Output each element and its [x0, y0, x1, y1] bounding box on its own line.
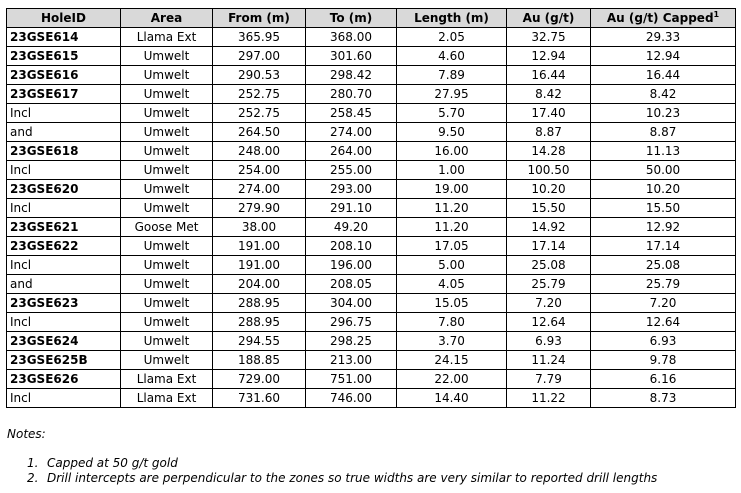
cell-from: 204.00 — [213, 275, 306, 294]
cell-area: Umwelt — [121, 142, 213, 161]
cell-holeid: Incl — [7, 104, 121, 123]
cell-area: Llama Ext — [121, 389, 213, 408]
cell-au: 11.22 — [507, 389, 591, 408]
cell-from: 365.95 — [213, 28, 306, 47]
cell-area: Umwelt — [121, 85, 213, 104]
cell-au-capped: 9.78 — [591, 351, 736, 370]
cell-length: 4.05 — [397, 275, 507, 294]
cell-au: 14.28 — [507, 142, 591, 161]
cell-au-capped: 29.33 — [591, 28, 736, 47]
cell-au-capped: 10.20 — [591, 180, 736, 199]
cell-area: Llama Ext — [121, 370, 213, 389]
table-row — [7, 85, 736, 104]
cell-from: 731.60 — [213, 389, 306, 408]
cell-from: 254.00 — [213, 161, 306, 180]
cell-au: 8.42 — [507, 85, 591, 104]
table-row — [7, 237, 736, 256]
cell-length: 17.05 — [397, 237, 507, 256]
cell-au: 7.20 — [507, 294, 591, 313]
cell-au-capped: 12.92 — [591, 218, 736, 237]
cell-au-capped: 7.20 — [591, 294, 736, 313]
cell-holeid: 23GSE620 — [7, 180, 121, 199]
cell-holeid: 23GSE625B — [7, 351, 121, 370]
cell-length: 16.00 — [397, 142, 507, 161]
cell-from: 264.50 — [213, 123, 306, 142]
cell-area: Umwelt — [121, 237, 213, 256]
cell-area: Umwelt — [121, 275, 213, 294]
cell-au: 25.79 — [507, 275, 591, 294]
cell-from: 248.00 — [213, 142, 306, 161]
cell-holeid: 23GSE626 — [7, 370, 121, 389]
cell-au-capped: 25.79 — [591, 275, 736, 294]
cell-from: 294.55 — [213, 332, 306, 351]
note-number: 1. — [27, 456, 39, 470]
cell-au-capped: 6.93 — [591, 332, 736, 351]
cell-holeid: 23GSE621 — [7, 218, 121, 237]
note-item — [27, 471, 657, 486]
cell-to: 298.25 — [306, 332, 397, 351]
cell-length: 11.20 — [397, 218, 507, 237]
col-header-area: Area — [121, 9, 213, 28]
table-row — [7, 218, 736, 237]
cell-holeid: 23GSE617 — [7, 85, 121, 104]
cell-to: 296.75 — [306, 313, 397, 332]
cell-from: 288.95 — [213, 294, 306, 313]
col-header-au: Au (g/t) — [507, 9, 591, 28]
drill-results-table — [6, 8, 736, 408]
cell-area: Llama Ext — [121, 28, 213, 47]
table-body — [7, 28, 736, 408]
cell-au-capped: 6.16 — [591, 370, 736, 389]
cell-from: 188.85 — [213, 351, 306, 370]
cell-from: 729.00 — [213, 370, 306, 389]
footnote-mark: 1 — [713, 10, 720, 19]
cell-area: Umwelt — [121, 294, 213, 313]
cell-au: 6.93 — [507, 332, 591, 351]
cell-to: 293.00 — [306, 180, 397, 199]
table-row — [7, 294, 736, 313]
table-row — [7, 313, 736, 332]
cell-au-capped: 10.23 — [591, 104, 736, 123]
cell-to: 255.00 — [306, 161, 397, 180]
cell-to: 196.00 — [306, 256, 397, 275]
cell-holeid: 23GSE614 — [7, 28, 121, 47]
cell-length: 7.89 — [397, 66, 507, 85]
cell-from: 279.90 — [213, 199, 306, 218]
cell-from: 274.00 — [213, 180, 306, 199]
cell-from: 290.53 — [213, 66, 306, 85]
cell-to: 751.00 — [306, 370, 397, 389]
cell-area: Umwelt — [121, 313, 213, 332]
table-row — [7, 199, 736, 218]
cell-to: 208.05 — [306, 275, 397, 294]
note-text: Capped at 50 g/t gold — [47, 456, 178, 470]
cell-holeid: and — [7, 123, 121, 142]
cell-area: Umwelt — [121, 180, 213, 199]
cell-length: 4.60 — [397, 47, 507, 66]
cell-au-capped: 12.64 — [591, 313, 736, 332]
cell-holeid: Incl — [7, 389, 121, 408]
cell-holeid: Incl — [7, 199, 121, 218]
cell-length: 11.20 — [397, 199, 507, 218]
cell-au-capped: 12.94 — [591, 47, 736, 66]
cell-au-capped: 15.50 — [591, 199, 736, 218]
table-row — [7, 104, 736, 123]
cell-au: 10.20 — [507, 180, 591, 199]
cell-au: 15.50 — [507, 199, 591, 218]
cell-area: Umwelt — [121, 332, 213, 351]
cell-au: 12.64 — [507, 313, 591, 332]
cell-to: 304.00 — [306, 294, 397, 313]
cell-area: Umwelt — [121, 66, 213, 85]
cell-area: Umwelt — [121, 47, 213, 66]
cell-from: 288.95 — [213, 313, 306, 332]
cell-to: 264.00 — [306, 142, 397, 161]
cell-from: 297.00 — [213, 47, 306, 66]
cell-length: 27.95 — [397, 85, 507, 104]
cell-au: 100.50 — [507, 161, 591, 180]
cell-holeid: Incl — [7, 161, 121, 180]
au-capped-label: Au (g/t) Capped — [606, 11, 714, 25]
cell-au-capped: 11.13 — [591, 142, 736, 161]
col-header-holeid: HoleID — [7, 9, 121, 28]
cell-au-capped: 8.73 — [591, 389, 736, 408]
cell-area: Umwelt — [121, 256, 213, 275]
cell-au: 14.92 — [507, 218, 591, 237]
cell-au-capped: 17.14 — [591, 237, 736, 256]
cell-area: Goose Met — [121, 218, 213, 237]
cell-from: 191.00 — [213, 237, 306, 256]
cell-au-capped: 50.00 — [591, 161, 736, 180]
cell-length: 3.70 — [397, 332, 507, 351]
cell-length: 24.15 — [397, 351, 507, 370]
cell-area: Umwelt — [121, 161, 213, 180]
notes-list — [27, 456, 657, 486]
cell-length: 9.50 — [397, 123, 507, 142]
table-row — [7, 47, 736, 66]
col-header-au-capped — [591, 9, 736, 28]
cell-from: 38.00 — [213, 218, 306, 237]
table-row — [7, 123, 736, 142]
cell-au: 16.44 — [507, 66, 591, 85]
notes-heading: Notes: — [7, 427, 46, 441]
col-header-from: From (m) — [213, 9, 306, 28]
cell-to: 298.42 — [306, 66, 397, 85]
cell-to: 258.45 — [306, 104, 397, 123]
cell-au: 17.40 — [507, 104, 591, 123]
table-row — [7, 275, 736, 294]
cell-area: Umwelt — [121, 123, 213, 142]
cell-holeid: and — [7, 275, 121, 294]
cell-length: 14.40 — [397, 389, 507, 408]
cell-to: 368.00 — [306, 28, 397, 47]
cell-au: 12.94 — [507, 47, 591, 66]
cell-length: 1.00 — [397, 161, 507, 180]
cell-length: 2.05 — [397, 28, 507, 47]
cell-to: 280.70 — [306, 85, 397, 104]
cell-area: Umwelt — [121, 199, 213, 218]
note-text: Drill intercepts are perpendicular to the zones so true widths are very similar to reported drill lengths — [47, 471, 658, 485]
cell-area: Umwelt — [121, 351, 213, 370]
note-number: 2. — [27, 471, 39, 485]
cell-to: 301.60 — [306, 47, 397, 66]
cell-holeid: Incl — [7, 313, 121, 332]
cell-holeid: Incl — [7, 256, 121, 275]
table-row — [7, 256, 736, 275]
col-header-length: Length (m) — [397, 9, 507, 28]
cell-holeid: 23GSE615 — [7, 47, 121, 66]
table-row — [7, 142, 736, 161]
cell-length: 19.00 — [397, 180, 507, 199]
table-row — [7, 180, 736, 199]
cell-length: 5.70 — [397, 104, 507, 123]
cell-to: 49.20 — [306, 218, 397, 237]
note-item — [27, 456, 657, 471]
cell-au-capped: 8.87 — [591, 123, 736, 142]
cell-holeid: 23GSE623 — [7, 294, 121, 313]
cell-length: 15.05 — [397, 294, 507, 313]
cell-from: 252.75 — [213, 85, 306, 104]
cell-to: 746.00 — [306, 389, 397, 408]
cell-au: 11.24 — [507, 351, 591, 370]
table-row — [7, 351, 736, 370]
cell-to: 213.00 — [306, 351, 397, 370]
cell-au: 17.14 — [507, 237, 591, 256]
cell-au-capped: 8.42 — [591, 85, 736, 104]
table-row — [7, 66, 736, 85]
cell-holeid: 23GSE622 — [7, 237, 121, 256]
cell-from: 191.00 — [213, 256, 306, 275]
cell-length: 22.00 — [397, 370, 507, 389]
cell-length: 5.00 — [397, 256, 507, 275]
cell-to: 274.00 — [306, 123, 397, 142]
table-row — [7, 161, 736, 180]
header-row — [7, 9, 736, 28]
table-row — [7, 28, 736, 47]
cell-au: 8.87 — [507, 123, 591, 142]
cell-holeid: 23GSE618 — [7, 142, 121, 161]
col-header-to: To (m) — [306, 9, 397, 28]
cell-au: 7.79 — [507, 370, 591, 389]
cell-holeid: 23GSE616 — [7, 66, 121, 85]
cell-au: 25.08 — [507, 256, 591, 275]
cell-from: 252.75 — [213, 104, 306, 123]
cell-to: 208.10 — [306, 237, 397, 256]
cell-au-capped: 25.08 — [591, 256, 736, 275]
table-row — [7, 332, 736, 351]
cell-holeid: 23GSE624 — [7, 332, 121, 351]
cell-length: 7.80 — [397, 313, 507, 332]
table-row — [7, 389, 736, 408]
table-row — [7, 370, 736, 389]
cell-au: 32.75 — [507, 28, 591, 47]
cell-au-capped: 16.44 — [591, 66, 736, 85]
cell-to: 291.10 — [306, 199, 397, 218]
cell-area: Umwelt — [121, 104, 213, 123]
